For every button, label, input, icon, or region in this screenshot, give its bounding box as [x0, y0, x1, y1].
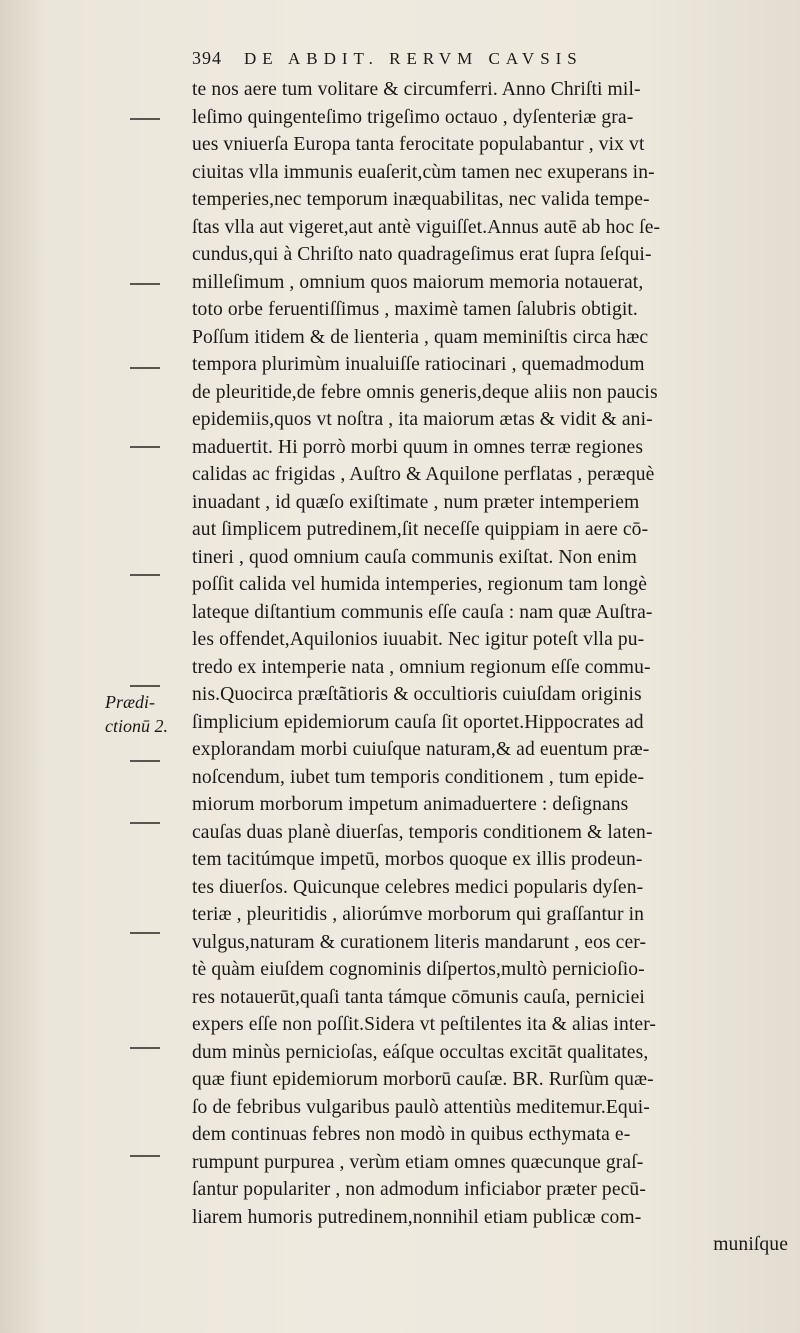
- text-line: muniſque: [713, 1234, 788, 1255]
- text-line: vulgus,naturam & curationem literis mandarunt , eos cer-: [192, 931, 647, 953]
- text-line: te nos aere tum volitare & circumferri. Anno Chriſti mil-: [192, 79, 641, 100]
- text-line: ſimplicium epidemiorum cauſa ſit oportet.Hippocrates ad: [192, 711, 644, 733]
- margin-note-line-1: Prædi-: [105, 692, 156, 712]
- text-line: lateque diſtantium communis eſſe cauſa : nam quæ Auſtra-: [192, 601, 653, 623]
- running-title: DE ABDIT. RERVM CAVSIS: [244, 49, 583, 68]
- text-line: tè quàm eiuſdem cognominis diſpertos,multò pernicioſio-: [192, 959, 645, 980]
- text-line: cundus,qui à Chriſto nato quadrageſimus erat ſupra ſeſqui-: [192, 244, 652, 265]
- text-line: temperies,nec temporum inæquabilitas, nec valida tempe-: [192, 189, 650, 210]
- margin-rule: [130, 685, 160, 687]
- text-line: dem continuas febres non modò in quibus ecthymata e-: [192, 1124, 631, 1145]
- margin-rule: [130, 1155, 160, 1157]
- text-line: ues vniuerſa Europa tanta ferocitate populabantur , vix vt: [192, 134, 645, 155]
- text-line: tes diuerſos. Quicunque celebres medici popularis dyſen-: [192, 876, 644, 898]
- text-line: tredo ex intemperie nata , omnium regionum eſſe commu-: [192, 656, 651, 678]
- text-line: ſo de febribus vulgaribus paulò attentiùs meditemur.Equi-: [192, 1096, 650, 1118]
- text-line: cauſas duas planè diuerſas, temporis conditionem & laten-: [192, 821, 653, 843]
- margin-rule: [130, 446, 160, 448]
- text-line: milleſimum , omnium quos maiorum memoria notauerat,: [192, 271, 644, 293]
- text-line: miorum morborum impetum animaduertere : deſignans: [192, 794, 629, 815]
- text-line: calidas ac frigidas , Auſtro & Aquilone perflatas , peræquè: [192, 464, 655, 485]
- text-line: tempora plurimùm inualuiſſe ratiocinari , quemadmodum: [192, 354, 645, 375]
- margin-note-line-2: ctionū 2.: [105, 716, 168, 736]
- text-line: toto orbe feruentiſſimus , maximè tamen ſalubris obtigit.: [192, 299, 638, 320]
- text-line: expers eſſe non poſſit.Sidera vt peſtilentes ita & alias inter-: [192, 1014, 657, 1035]
- text-line: rumpunt purpurea , verùm etiam omnes quæcunque graſ-: [192, 1151, 644, 1173]
- text-line: de pleuritide,de febre omnis generis,deque aliis non paucis: [192, 381, 658, 403]
- margin-rule: [130, 367, 160, 369]
- margin-rule: [130, 822, 160, 824]
- text-line: tem tacitúmque impetū, morbos quoque ex illis prodeun-: [192, 849, 643, 870]
- text-line: dum minùs pernicioſas, eáſque occultas excitāt qualitates,: [192, 1041, 649, 1063]
- text-line: tineri , quod omnium cauſa communis exiſtat. Non enim: [192, 546, 637, 568]
- margin-note: [105, 690, 175, 738]
- text-line: quæ fiunt epidemiorum morborū cauſæ. BR. Rurſùm quæ-: [192, 1069, 654, 1090]
- text-line: ſtas vlla aut vigeret,aut antè viguiſſet.Annus autē ab hoc ſe-: [192, 216, 661, 238]
- text-line: explorandam morbi cuiuſque naturam,& ad euentum præ-: [192, 739, 650, 760]
- text-line: liarem humoris putredinem,nonnihil etiam publicæ com-: [192, 1206, 642, 1228]
- text-line: res notauerūt,quaſi tanta támque cōmunis cauſa, perniciei: [192, 986, 645, 1008]
- text-line: teriæ , pleuritidis , aliorúmve morborum qui graſſantur in: [192, 904, 645, 925]
- text-line: les offendet,Aquilonios iuuabit. Nec igitur poteſt vlla pu-: [192, 629, 645, 650]
- margin-rule: [130, 283, 160, 285]
- page-header: [192, 48, 792, 78]
- text-line: maduertit. Hi porrò morbi quum in omnes terræ regiones: [192, 436, 644, 458]
- text-line: poſſit calida vel humida intemperies, regionum tam longè: [192, 574, 648, 595]
- text-line: Poſſum itidem & de lienteria , quam meminiſtis circa hæc: [192, 326, 649, 348]
- body-text: [192, 76, 796, 1259]
- page-number: 394: [192, 48, 222, 68]
- margin-rule: [130, 760, 160, 762]
- text-line: nis.Quocirca præſtãtioris & occultioris cuiuſdam originis: [192, 684, 642, 705]
- margin-rule: [130, 932, 160, 934]
- text-line: leſimo quingenteſimo trigeſimo octauo , dyſenteriæ gra-: [192, 106, 634, 128]
- text-line: epidemiis,quos vt noſtra , ita maiorum ætas & vidit & ani-: [192, 409, 653, 430]
- margin-rule: [130, 118, 160, 120]
- text-line: noſcendum, iubet tum temporis conditionem , tum epide-: [192, 766, 645, 788]
- text-line: ciuitas vlla immunis euaſerit,cùm tamen nec exuperans in-: [192, 161, 655, 183]
- text-line: inuadant , id quæſo exiſtimate , num præter intemperiem: [192, 491, 640, 513]
- margin-rule: [130, 574, 160, 576]
- text-line: ſantur populariter , non admodum inficiabor præter pecū-: [192, 1179, 646, 1200]
- margin-rule: [130, 1047, 160, 1049]
- text-line: aut ſimplicem putredinem,ſit neceſſe quippiam in aere cō-: [192, 519, 649, 540]
